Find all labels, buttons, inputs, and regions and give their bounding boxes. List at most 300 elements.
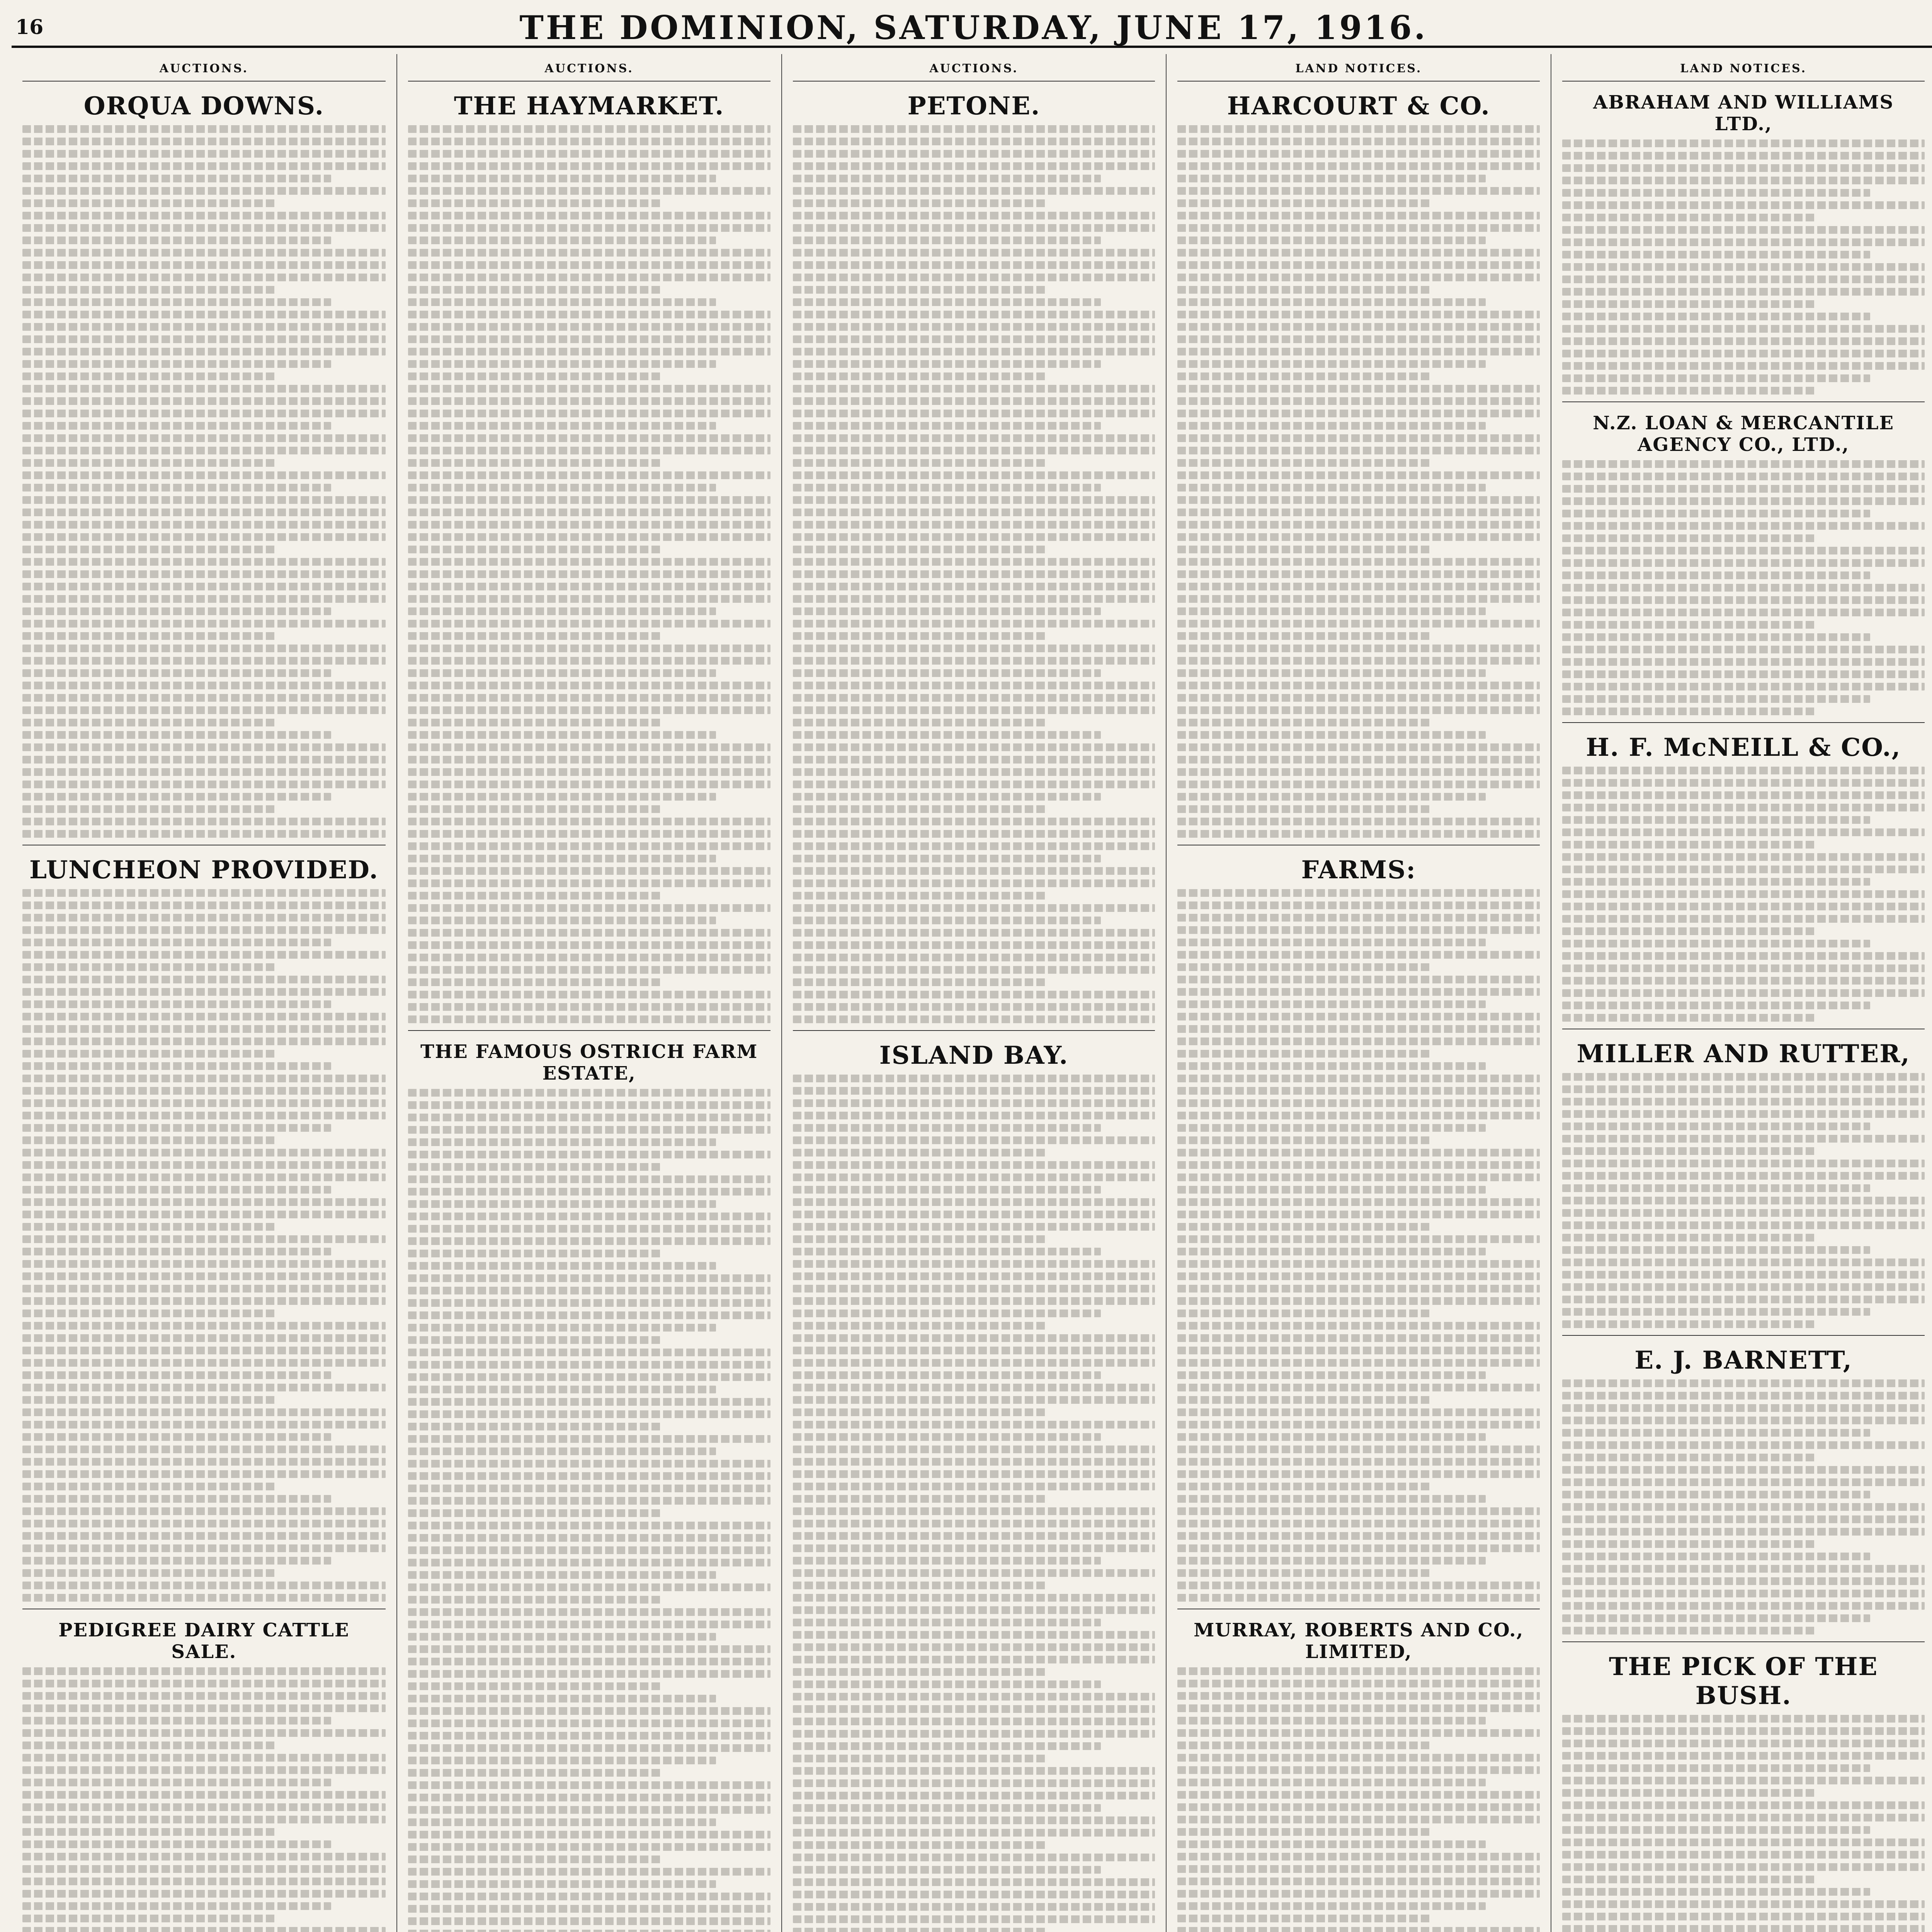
text-line — [1562, 1002, 1870, 1009]
text-line — [22, 1099, 386, 1107]
text-line — [793, 1730, 1155, 1738]
text-line — [1177, 963, 1431, 971]
text-line — [22, 963, 277, 971]
text-line — [22, 360, 331, 368]
text-line — [408, 978, 662, 986]
text-line — [793, 954, 1155, 961]
text-line — [793, 855, 1101, 862]
text-line — [1562, 1752, 1925, 1760]
text-line — [793, 1396, 1155, 1404]
text-line — [1562, 964, 1925, 972]
text-line — [793, 719, 1046, 726]
text-line — [22, 175, 331, 182]
text-line — [1562, 1777, 1925, 1784]
text-line — [793, 1755, 1046, 1762]
ad-separator — [1562, 722, 1925, 723]
text-line — [22, 311, 386, 318]
text-line — [22, 546, 277, 553]
text-line — [408, 224, 770, 232]
text-line — [1177, 1803, 1540, 1811]
text-line — [793, 1421, 1155, 1429]
text-line — [1177, 1853, 1540, 1861]
text-line — [1177, 311, 1540, 318]
text-line — [793, 1544, 1155, 1552]
text-line — [408, 682, 770, 689]
text-line — [1177, 471, 1540, 479]
text-line — [22, 1186, 331, 1194]
text-line — [1177, 1470, 1540, 1478]
ad-heading: E. J. BARNETT, — [1634, 1346, 1852, 1375]
text-line — [793, 1495, 1046, 1503]
text-line — [408, 805, 662, 813]
text-line — [793, 546, 1046, 553]
text-line — [408, 731, 716, 739]
text-line — [22, 1446, 386, 1453]
text-line — [793, 657, 1155, 665]
text-line — [793, 917, 1101, 924]
ad-heading: LUNCHEON PROVIDED. — [29, 855, 379, 884]
text-line — [1562, 1122, 1870, 1130]
text-line — [793, 1235, 1046, 1243]
text-line — [1562, 1098, 1925, 1105]
text-line — [408, 756, 770, 764]
text-line — [22, 1260, 386, 1268]
ad-body-text — [1562, 139, 1925, 395]
text-line — [793, 583, 1155, 590]
text-line — [22, 1161, 386, 1169]
text-line — [408, 706, 770, 714]
text-line — [793, 1841, 1046, 1849]
text-line — [793, 558, 1155, 566]
text-line — [408, 125, 770, 133]
text-line — [1562, 276, 1925, 283]
text-line — [1562, 1851, 1925, 1859]
text-line — [22, 459, 277, 467]
text-line — [1562, 510, 1870, 517]
text-line — [22, 756, 386, 764]
text-line — [1177, 1483, 1431, 1490]
text-line — [1562, 485, 1925, 493]
text-line — [22, 1779, 331, 1786]
text-line — [408, 447, 770, 454]
text-line — [408, 917, 716, 924]
text-line — [22, 1173, 386, 1181]
text-line — [1177, 1186, 1485, 1194]
text-line — [1562, 350, 1925, 357]
text-line — [1562, 1417, 1925, 1424]
text-line — [22, 1223, 277, 1231]
column-header: AUCTIONS. — [793, 58, 1155, 82]
text-line — [1177, 1062, 1485, 1070]
text-line — [408, 1447, 716, 1455]
text-line — [1562, 707, 1816, 715]
text-line — [1562, 1172, 1925, 1180]
text-line — [1562, 1135, 1925, 1143]
text-line — [22, 249, 386, 257]
text-line — [22, 1248, 331, 1255]
text-line — [1177, 632, 1431, 640]
text-line — [793, 929, 1155, 937]
text-line — [1177, 1334, 1540, 1342]
text-line — [408, 657, 770, 665]
text-line — [793, 1149, 1046, 1156]
text-line — [793, 1470, 1155, 1478]
text-line — [1177, 583, 1540, 590]
text-line — [408, 533, 770, 541]
ad-heading: H. F. McNEILL & CO., — [1586, 733, 1901, 762]
text-line — [408, 1608, 770, 1616]
text-line — [793, 484, 1101, 492]
text-line — [1177, 1149, 1540, 1156]
text-line — [1562, 214, 1816, 221]
text-line — [793, 1433, 1101, 1441]
text-line — [793, 1075, 1155, 1082]
text-line — [22, 1198, 386, 1206]
text-line — [793, 1557, 1101, 1565]
text-line — [408, 1237, 770, 1245]
text-line — [1177, 1161, 1540, 1169]
text-line — [1562, 1110, 1925, 1118]
text-line — [408, 385, 770, 393]
text-line — [408, 830, 770, 838]
text-line — [408, 150, 770, 158]
text-line — [408, 1200, 716, 1208]
text-line — [408, 645, 770, 652]
masthead-rule — [12, 46, 1932, 48]
text-line — [1177, 298, 1485, 306]
text-line — [1177, 1124, 1485, 1132]
text-line — [1177, 236, 1485, 244]
masthead — [0, 0, 1932, 46]
text-line — [408, 1003, 770, 1011]
text-line — [1562, 1246, 1870, 1254]
text-line — [408, 1571, 716, 1579]
text-line — [793, 978, 1046, 986]
text-line — [1177, 521, 1540, 529]
text-line — [408, 867, 770, 875]
text-line — [1177, 1248, 1485, 1255]
text-line — [1562, 767, 1925, 774]
text-line — [408, 1917, 770, 1925]
text-line — [408, 1695, 716, 1702]
text-line — [1562, 164, 1925, 172]
text-line — [1562, 1789, 1816, 1797]
text-line — [793, 682, 1155, 689]
text-line — [793, 125, 1155, 133]
text-line — [408, 1732, 770, 1740]
text-line — [408, 1868, 770, 1876]
text-line — [793, 1173, 1155, 1181]
text-line — [408, 410, 770, 417]
text-line — [1562, 189, 1870, 197]
text-line — [1177, 731, 1485, 739]
text-line — [793, 607, 1101, 615]
text-line — [793, 249, 1155, 257]
text-line — [408, 818, 770, 825]
text-line — [1177, 830, 1540, 838]
text-line — [793, 805, 1046, 813]
text-line — [408, 360, 716, 368]
text-line — [408, 372, 662, 380]
text-line — [408, 781, 770, 788]
text-line — [22, 1000, 331, 1008]
text-line — [22, 645, 386, 652]
text-line — [1562, 866, 1925, 873]
text-line — [1177, 261, 1540, 269]
text-line — [22, 150, 386, 158]
text-line — [408, 941, 770, 949]
text-line — [408, 719, 662, 726]
text-line — [793, 1124, 1101, 1132]
text-line — [408, 1855, 662, 1863]
text-line — [1177, 914, 1540, 922]
text-line — [793, 224, 1155, 232]
text-line — [408, 138, 770, 145]
text-line — [408, 509, 770, 516]
text-line — [793, 1866, 1101, 1874]
text-line — [1177, 1408, 1540, 1416]
text-line — [793, 1742, 1101, 1750]
text-line — [22, 335, 386, 343]
ad-body-text — [1562, 1073, 1925, 1328]
text-line — [1177, 360, 1485, 368]
text-line — [793, 1792, 1155, 1799]
text-line — [1562, 584, 1925, 592]
text-line — [1562, 989, 1925, 997]
text-line — [22, 138, 386, 145]
text-line — [408, 1287, 770, 1294]
text-line — [22, 620, 386, 628]
text-line — [408, 1373, 770, 1381]
text-line — [1562, 1209, 1925, 1217]
column-header: LAND NOTICES. — [1177, 58, 1540, 82]
text-line — [1177, 274, 1540, 281]
text-line — [1177, 1865, 1540, 1873]
text-line — [793, 1804, 1101, 1812]
text-line — [408, 298, 716, 306]
text-line — [1562, 1565, 1925, 1573]
text-line — [22, 496, 386, 504]
text-line — [1177, 1446, 1540, 1453]
text-line — [793, 756, 1155, 764]
text-line — [408, 434, 770, 442]
text-line — [1177, 533, 1540, 541]
text-line — [793, 632, 1046, 640]
text-line — [22, 1544, 386, 1552]
text-line — [793, 1384, 1155, 1391]
text-line — [793, 1656, 1155, 1663]
text-line — [22, 976, 386, 983]
text-line — [22, 1532, 386, 1540]
ad-body-text — [1177, 125, 1540, 838]
text-line — [408, 966, 770, 974]
text-line — [22, 1594, 386, 1602]
text-line — [1177, 1371, 1485, 1379]
text-line — [22, 1680, 386, 1687]
text-line — [1177, 286, 1431, 294]
text-line — [1177, 719, 1431, 726]
text-line — [1177, 706, 1540, 714]
text-line — [408, 1682, 662, 1690]
text-line — [793, 731, 1101, 739]
text-line — [793, 1878, 1155, 1886]
text-line — [408, 1633, 716, 1641]
text-line — [1177, 1458, 1540, 1466]
text-line — [1177, 607, 1485, 615]
text-line — [1177, 1704, 1540, 1712]
text-line — [1177, 1544, 1540, 1552]
text-line — [408, 1410, 770, 1418]
text-line — [1562, 1197, 1925, 1204]
text-line — [408, 1114, 770, 1121]
text-line — [408, 1645, 770, 1653]
text-line — [22, 1075, 386, 1082]
text-line — [408, 1274, 770, 1282]
text-line — [22, 731, 331, 739]
text-line — [793, 533, 1155, 541]
text-line — [1177, 1136, 1431, 1144]
text-line — [408, 1386, 716, 1393]
text-line — [408, 1769, 662, 1777]
text-line — [408, 991, 770, 998]
text-line — [22, 1704, 386, 1712]
text-line — [1562, 695, 1870, 703]
text-line — [22, 1136, 277, 1144]
text-line — [408, 1175, 770, 1183]
text-line — [408, 1361, 770, 1369]
ad-separator — [793, 1030, 1155, 1031]
text-line — [793, 1483, 1155, 1490]
text-line — [1562, 952, 1925, 960]
text-line — [408, 1324, 716, 1332]
text-line — [793, 941, 1155, 949]
text-line — [1562, 1259, 1925, 1266]
text-line — [1177, 546, 1431, 553]
text-line — [408, 954, 770, 961]
text-line — [1177, 447, 1540, 454]
text-line — [22, 1507, 386, 1515]
text-line — [408, 1596, 662, 1604]
text-line — [793, 1310, 1101, 1317]
text-line — [1562, 362, 1925, 370]
text-line — [408, 892, 662, 900]
text-line — [793, 1582, 1046, 1589]
ad-heading: ORQUA DOWNS. — [83, 92, 325, 121]
text-line — [22, 509, 386, 516]
text-line — [1177, 1173, 1540, 1181]
text-line — [793, 1211, 1155, 1218]
text-line — [1177, 1791, 1540, 1799]
text-line — [408, 1213, 770, 1220]
text-line — [1562, 1073, 1925, 1081]
text-line — [1177, 385, 1540, 393]
text-line — [408, 1497, 770, 1505]
text-line — [408, 1138, 716, 1146]
text-line — [408, 311, 770, 318]
text-line — [1177, 1272, 1540, 1280]
text-line — [1177, 1816, 1540, 1823]
text-line — [408, 1089, 770, 1097]
text-line — [1177, 951, 1540, 959]
text-line — [408, 929, 770, 937]
text-line — [408, 595, 770, 603]
text-line — [22, 1297, 386, 1305]
text-line — [22, 889, 386, 897]
text-line — [1562, 670, 1925, 678]
text-line — [408, 546, 662, 553]
text-line — [793, 1903, 1155, 1911]
text-line — [408, 1546, 770, 1554]
text-line — [1562, 460, 1925, 468]
text-line — [1562, 1221, 1925, 1229]
text-line — [408, 855, 716, 862]
text-line — [1177, 694, 1540, 702]
text-line — [793, 669, 1101, 677]
text-line — [1562, 596, 1925, 604]
text-line — [1177, 1396, 1431, 1404]
text-line — [1177, 224, 1540, 232]
text-line — [1177, 162, 1540, 170]
text-line — [793, 422, 1101, 430]
text-line — [1562, 1814, 1925, 1821]
text-line — [1562, 977, 1925, 985]
text-line — [1562, 633, 1870, 641]
text-line — [793, 694, 1155, 702]
ad-heading: ABRAHAM AND WILLIAMS LTD., — [1593, 92, 1894, 135]
text-line — [408, 583, 770, 590]
text-line — [22, 1729, 386, 1737]
text-line — [793, 1631, 1155, 1639]
text-line — [22, 274, 386, 281]
text-line — [1562, 571, 1870, 579]
text-line — [1177, 1840, 1485, 1848]
text-line — [22, 162, 386, 170]
text-line — [793, 1408, 1046, 1416]
ad-body-text — [22, 125, 386, 838]
text-line — [1562, 791, 1925, 799]
text-line — [793, 768, 1155, 776]
text-line — [22, 1408, 386, 1416]
ad-body-text — [793, 1075, 1155, 1932]
text-line — [22, 1433, 331, 1441]
text-line — [793, 1643, 1155, 1651]
text-line — [1177, 1717, 1485, 1725]
text-line — [22, 988, 386, 996]
text-line — [22, 781, 386, 788]
text-line — [22, 1853, 386, 1861]
ad-separator — [408, 1030, 770, 1031]
text-line — [22, 1557, 331, 1565]
text-line — [1562, 1085, 1925, 1093]
text-line — [793, 459, 1046, 467]
text-line — [408, 1522, 770, 1529]
text-line — [793, 879, 1155, 887]
text-line — [793, 1594, 1155, 1602]
text-line — [1177, 793, 1485, 801]
text-line — [22, 595, 386, 603]
text-line — [1562, 1614, 1870, 1622]
text-line — [793, 1854, 1155, 1861]
text-line — [408, 1893, 770, 1900]
text-line — [793, 1816, 1155, 1824]
text-line — [1562, 1540, 1816, 1548]
text-line — [22, 1458, 386, 1466]
text-line — [22, 570, 386, 578]
text-line — [408, 496, 770, 504]
ad-body-text — [1177, 1667, 1540, 1932]
text-line — [1177, 939, 1485, 946]
text-line — [22, 1013, 386, 1020]
